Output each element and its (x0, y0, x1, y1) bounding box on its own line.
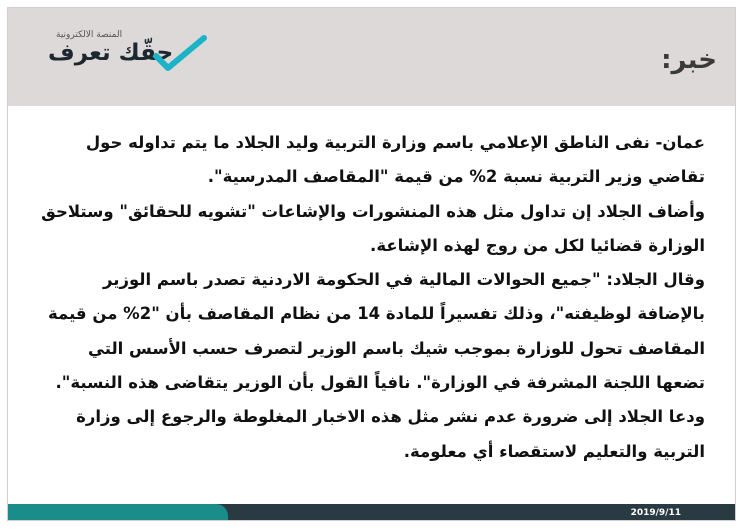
news-card (7, 7, 736, 521)
page-title: خبر: (661, 45, 717, 75)
checkmark-icon (152, 34, 208, 74)
header-bar (8, 8, 735, 106)
article-body (36, 126, 705, 469)
paragraph: ودعا الجلاد إلى ضرورة عدم نشر مثل هذه الاخبار المغلوطة والرجوع إلى وزارة التربية والتعليم لاستقصاء أي معلومة. (76, 407, 705, 461)
date-label: 2019/9/11 (630, 508, 681, 518)
logo (48, 30, 213, 78)
logo-name: حقّك تعرف (48, 40, 174, 66)
paragraph: وقال الجلاد: "جميع الحوالات المالية في الحكومة الاردنية تصدر باسم الوزير بالإضافة لوظيفته"، وذلك تفسيراً للمادة 14 من نظام المقاصف بأن "2% من قيمة المقاصف تحول للوزارة بموجب شيك باسم الوزير لتصرف حسب الأسس التي تضعها اللجنة المشرفة في الوزارة". نافياً القول بأن الوزير يتقاضى هذه النسبة". (48, 270, 705, 393)
paragraph: عمان- نفى الناطق الإعلامي باسم وزارة التربية وليد الجلاد ما يتم تداوله حول تقاضي وزير التربية نسبة 2% من قيمة "المقاصف المدرسية". (85, 133, 705, 187)
logo-subtitle: المنصة الالكترونية (56, 30, 123, 40)
footer-bar (8, 504, 735, 520)
footer-accent (8, 504, 228, 520)
paragraph: وأضاف الجلاد إن تداول مثل هذه المنشورات والإشاعات "تشويه للحقائق" وستلاحق الوزارة قضائيا لكل من روج لهذه الإشاعة. (41, 201, 705, 255)
